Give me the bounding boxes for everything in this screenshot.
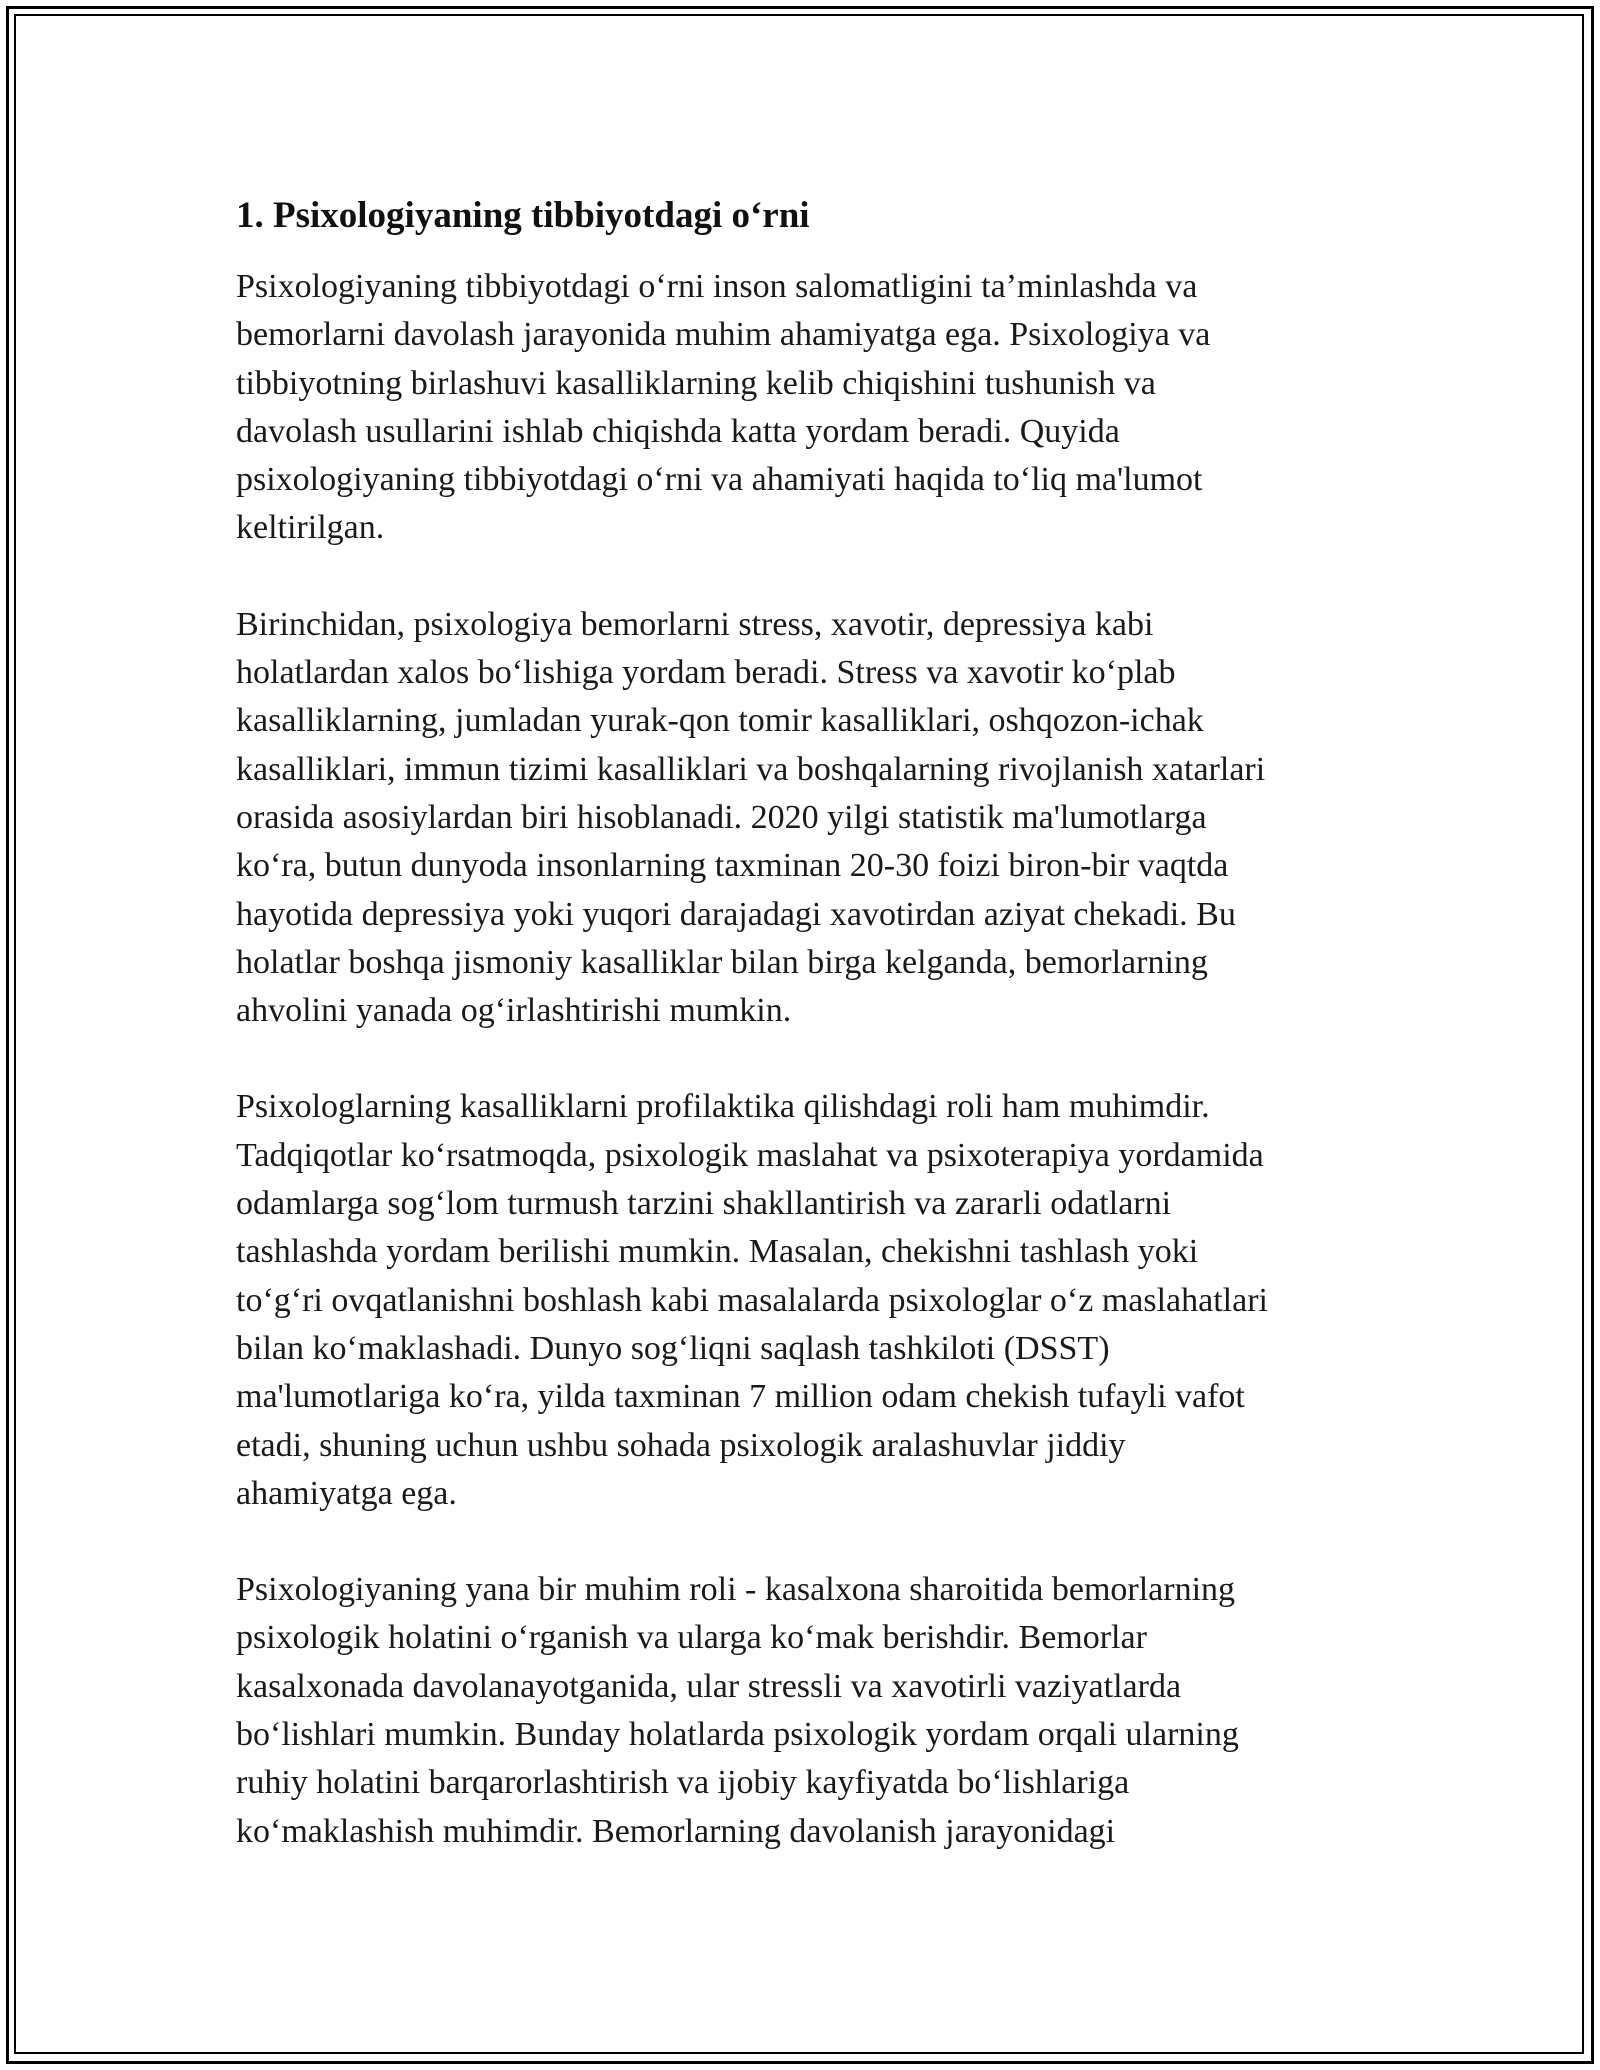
paragraph-intro [236,263,1366,553]
text-line: tashlashda yordam berilishi mumkin. Masalan, chekishni tashlash yoki [236,1233,1199,1271]
text-line: ruhiy holatini barqarorlashtirish va ijobiy kayfiyatda bo‘lishlariga [236,1764,1130,1802]
text-line: holatlar boshqa jismoniy kasalliklar bilan birga kelganda, bemorlarning [236,943,1208,981]
text-line: hayotida depressiya yoki yuqori darajadagi xavotirdan aziyat chekadi. Bu [236,895,1236,933]
section-heading: 1. Psixologiyaning tibbiyotdagi o‘rni [236,195,810,236]
text-line: Tadqiqotlar ko‘rsatmoqda, psixologik maslahat va psixoterapiya yordamida [236,1136,1264,1174]
text-line: psixologiyaning tibbiyotdagi o‘rni va ahamiyati haqida to‘liq ma'lumot [236,461,1203,499]
paragraph-prevention [236,1083,1366,1518]
text-line: ahamiyatga ega. [236,1474,457,1512]
text-line: ahvolini yanada og‘irlashtirishi mumkin. [236,992,792,1030]
text-line: ko‘ra, butun dunyoda insonlarning taxminan 20-30 foizi biron-bir vaqtda [236,847,1229,885]
text-line: bo‘lishlari mumkin. Bunday holatlarda psixologik yordam orqali ularning [236,1716,1239,1754]
text-line: Psixologlarning kasalliklarni profilaktika qilishdagi roli ham muhimdir. [236,1088,1210,1126]
paragraph-hospital [236,1566,1366,1856]
text-line: Psixologiyaning tibbiyotdagi o‘rni inson salomatligini ta’minlashda va [236,268,1198,305]
text-line: kasalliklari, immun tizimi kasalliklari va boshqalarning rivojlanish xatarlari [236,750,1266,788]
text-line: etadi, shuning uchun ushbu sohada psixologik aralashuvlar jiddiy [236,1426,1126,1464]
text-line: holatlardan xalos bo‘lishiga yordam beradi. Stress va xavotir ko‘plab [236,654,1176,692]
document-body [236,188,1366,1904]
text-line: odamlarga sog‘lom turmush tarzini shakllantirish va zararli odatlarni [236,1185,1172,1223]
text-line: kasalxonada davolanayotganida, ular stressli va xavotirli vaziyatlarda [236,1667,1182,1705]
text-line: kasalliklarning, jumladan yurak-qon tomir kasalliklari, oshqozon-ichak [236,702,1204,740]
text-line: keltirilgan. [236,509,385,547]
text-line: bemorlarni davolash jarayonida muhim ahamiyatga ega. Psixologiya va [236,316,1211,354]
text-line: orasida asosiylardan biri hisoblanadi. 2020 yilgi statistik ma'lumotlarga [236,798,1207,836]
text-line: ma'lumotlariga ko‘ra, yilda taxminan 7 million odam chekish tufayli vafot [236,1378,1245,1416]
paragraph-stress [236,601,1366,1036]
text-line: bilan ko‘maklashadi. Dunyo sog‘liqni saqlash tashkiloti (DSST) [236,1329,1110,1367]
text-line: davolash usullarini ishlab chiqishda katta yordam beradi. Quyida [236,412,1120,450]
text-line: psixologik holatini o‘rganish va ularga ko‘mak berishdir. Bemorlar [236,1619,1147,1657]
text-line: Psixologiyaning yana bir muhim roli - kasalxona sharoitida bemorlarning [236,1571,1236,1609]
text-line: ko‘maklashish muhimdir. Bemorlarning davolanish jarayonidagi [236,1812,1116,1850]
text-line: Birinchidan, psixologiya bemorlarni stress, xavotir, depressiya kabi [236,605,1154,643]
text-line: to‘g‘ri ovqatlanishni boshlash kabi masalalarda psixologlar o‘z maslahatlari [236,1281,1268,1319]
text-line: tibbiyotning birlashuvi kasalliklarning kelib chiqishini tushunish va [236,364,1156,402]
